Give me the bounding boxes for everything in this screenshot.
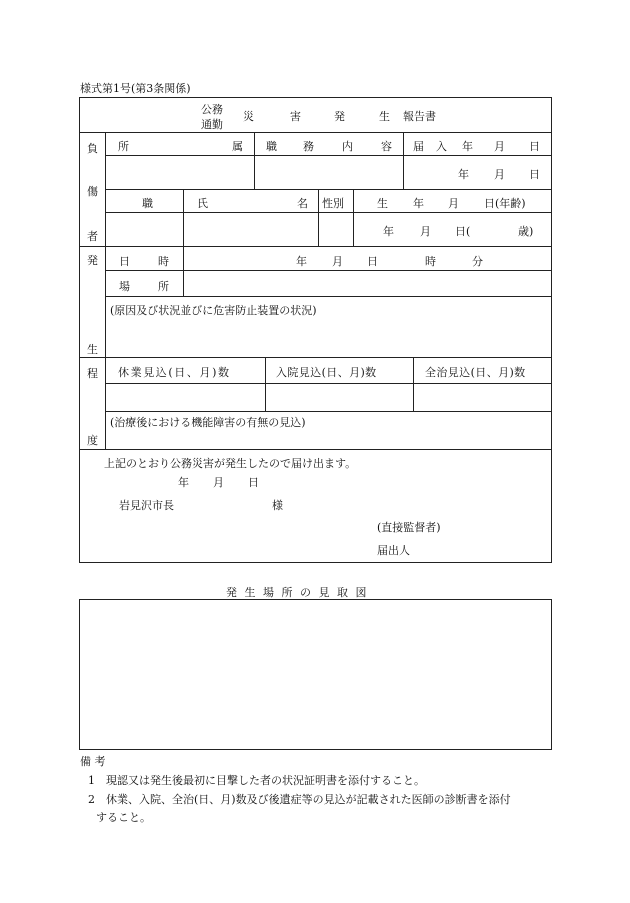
declaration-date: 月	[213, 476, 224, 489]
hospital-days-label: 入院見込(日、月)数	[276, 366, 377, 379]
side-label-injured: 者	[87, 230, 98, 243]
birthdate-field: 年	[383, 225, 394, 238]
cause-label: (原因及び状況並びに危害防止装置の状況)	[110, 304, 317, 317]
datetime-field: 時	[425, 255, 436, 268]
title-char: 害	[290, 110, 301, 123]
enrollment-date-field: 日	[529, 168, 540, 181]
duties-label: 務	[303, 140, 314, 153]
title-suffix: 報告書	[403, 110, 436, 123]
map-section-title: 発 生 場 所 の 見 取 図	[226, 586, 369, 599]
side-label-degree: 程	[87, 367, 98, 380]
enrollment-date-label: 日	[529, 140, 540, 153]
form-number: 様式第1号(第3条関係)	[80, 82, 191, 95]
datetime-label: 時	[158, 255, 169, 268]
birthdate-label: 日(年齢)	[484, 197, 526, 210]
note-item: 1 現認又は発生後最初に目撃した者の状況証明書を添付すること。	[88, 774, 425, 787]
position-label: 職	[142, 197, 153, 210]
side-label-occurrence: 生	[87, 343, 98, 356]
title-char: 災	[243, 110, 254, 123]
affiliation-label: 属	[232, 140, 243, 153]
side-label-degree: 度	[87, 434, 98, 447]
side-label-injured: 負	[87, 142, 98, 155]
duties-label: 内	[342, 140, 353, 153]
disability-label: (治療後における機能障害の有無の見込)	[110, 416, 306, 429]
birthdate-field: 日(	[455, 225, 471, 238]
notes-heading: 備 考	[80, 755, 106, 768]
declaration-statement: 上記のとおり公務災害が発生したので届け出ます。	[104, 457, 357, 470]
birthdate-label: 月	[448, 197, 459, 210]
title-char: 生	[379, 110, 390, 123]
enrollment-date-label: 入	[436, 140, 447, 153]
leave-days-label: 休業見込(日、月)数	[118, 366, 231, 379]
name-label: 名	[297, 197, 308, 210]
enrollment-date-field: 年	[458, 168, 469, 181]
site-sketch-box	[79, 599, 552, 750]
enrollment-date-field: 月	[494, 168, 505, 181]
title-prefix-public: 公務	[201, 103, 223, 116]
place-label: 場	[119, 280, 130, 293]
gender-label: 性別	[322, 197, 344, 210]
duties-label: 容	[381, 140, 392, 153]
title-char: 発	[334, 110, 345, 123]
birthdate-field: 歳)	[518, 225, 534, 238]
datetime-field: 月	[332, 255, 343, 268]
enrollment-date-label: 月	[494, 140, 505, 153]
place-label: 所	[158, 280, 169, 293]
addressee: 岩見沢市長	[119, 499, 174, 512]
datetime-field: 日	[367, 255, 378, 268]
datetime-field: 年	[296, 255, 307, 268]
enrollment-date-label: 届	[413, 140, 424, 153]
declaration-date: 日	[248, 476, 259, 489]
note-item: 2 休業、入院、全治(日、月)数及び後遺症等の見込が記載された医師の診断書を添付	[88, 793, 511, 806]
birthdate-label: 年	[413, 197, 424, 210]
submitter-label: 届出人	[377, 544, 410, 557]
supervisor-label: (直接監督者)	[377, 521, 441, 534]
note-item: すること。	[96, 811, 151, 824]
side-label-injured: 傷	[87, 185, 98, 198]
declaration-date: 年	[178, 476, 189, 489]
affiliation-label: 所	[118, 140, 129, 153]
recovery-days-label: 全治見込(日、月)数	[425, 366, 526, 379]
enrollment-date-label: 年	[462, 140, 473, 153]
birthdate-label: 生	[377, 197, 388, 210]
side-label-occurrence: 発	[87, 254, 98, 267]
title-prefix-commute: 通勤	[201, 118, 223, 131]
birthdate-field: 月	[420, 225, 431, 238]
name-label: 氏	[197, 197, 208, 210]
datetime-label: 日	[119, 255, 130, 268]
duties-label: 職	[266, 140, 277, 153]
datetime-field: 分	[472, 255, 483, 268]
honorific: 様	[272, 499, 283, 512]
